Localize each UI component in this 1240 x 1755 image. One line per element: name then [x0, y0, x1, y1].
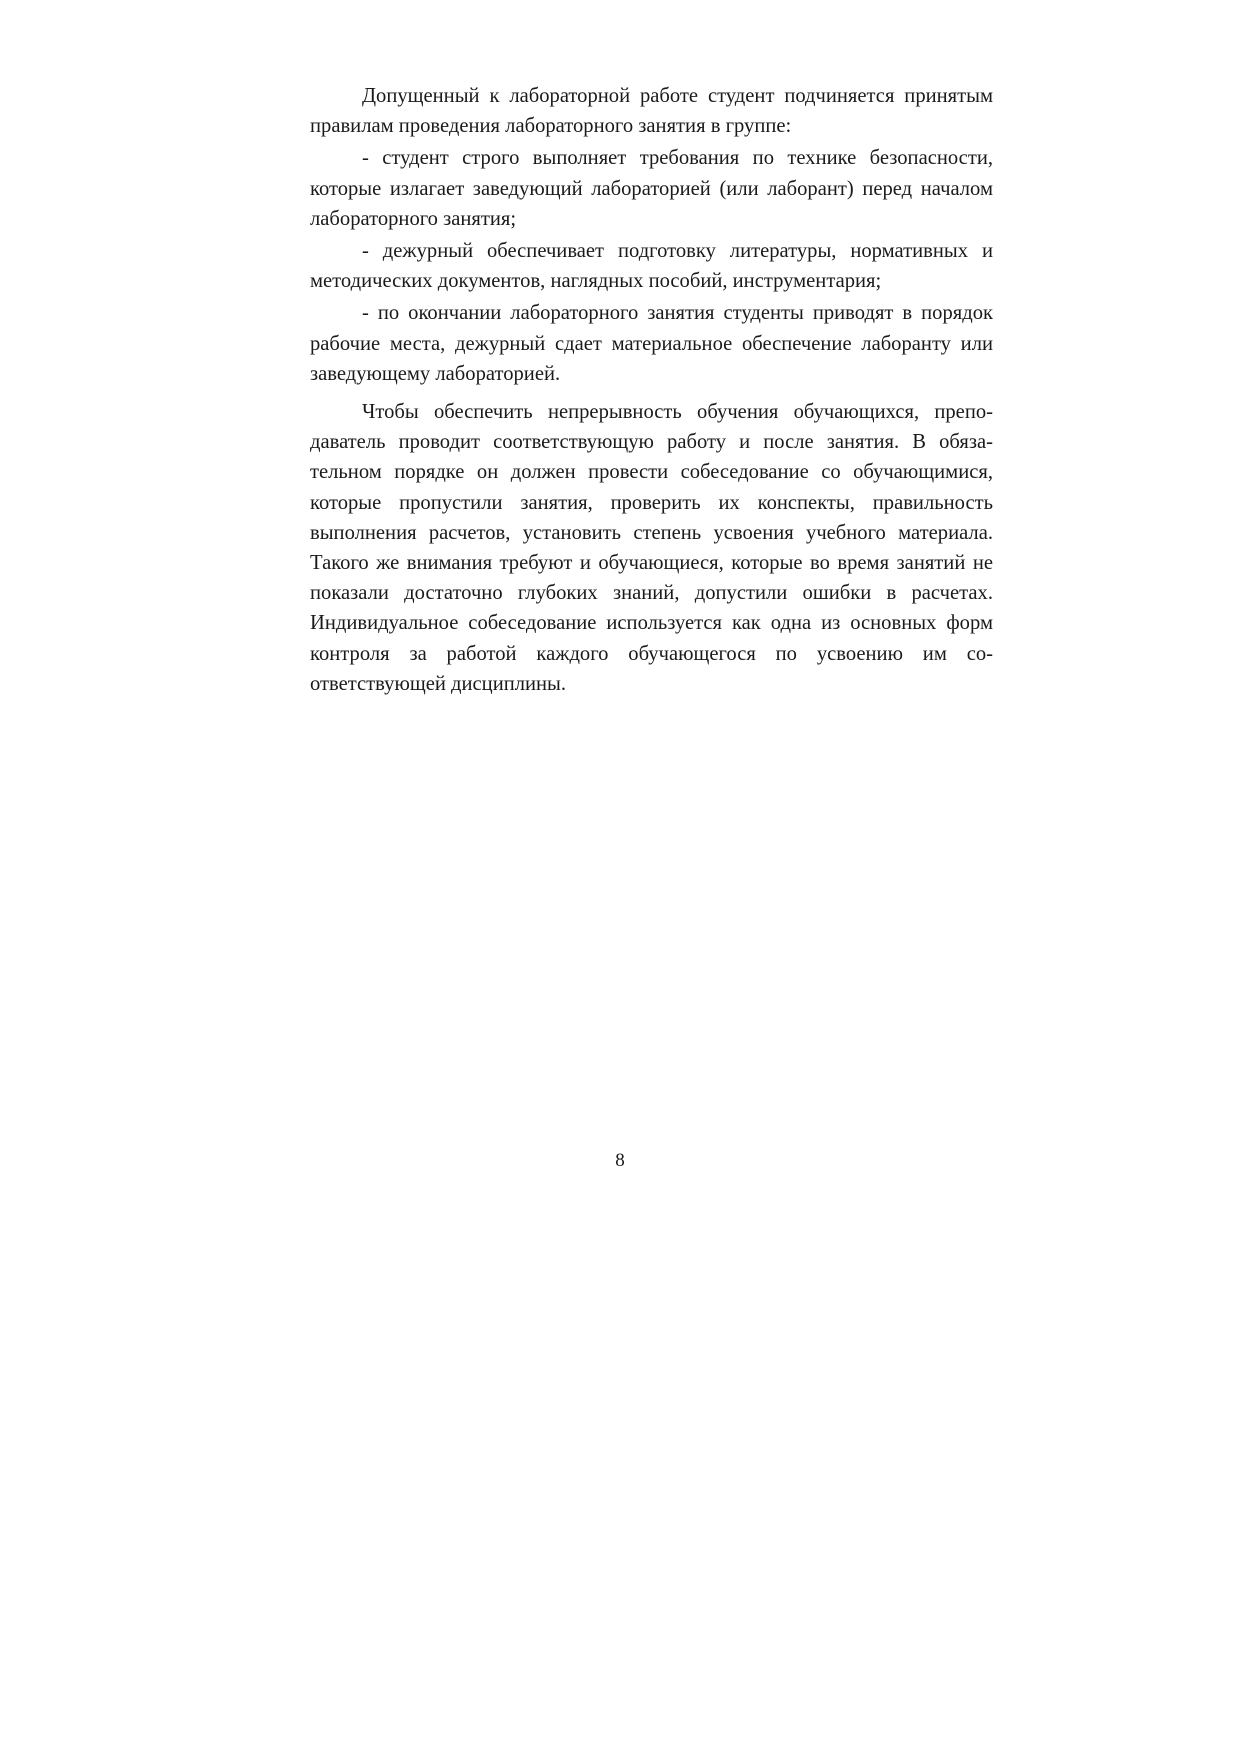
paragraph-safety-requirements: - студент строго выполняет требования по технике безопасности, которые излагает заведующий лабораторией (или лаборант) перед началом лабораторного занятия; [310, 147, 993, 230]
paragraph-continuity-of-learning: Чтобы обеспечить непрерывность обучения обучающихся, преподаватель проводит соответствующую работу и после занятия. В обязательном порядке он должен провести собеседование со обучающимися, которые пропустили занятия, проверить их конспекты, правильность выполнения расчетов, установить степень усвоения учебного материала. Такого же внимания требуют и обучающиеся, которые во время занятий не показали достаточно глубоких знаний, допустили ошибки в расчетах. Индивидуальное собеседование используется как одна из основных форм контроля за работой каждого обучающегося по усвоению им соответствующей дисциплины. [310, 401, 993, 695]
body-text [310, 81, 993, 699]
page-number: 8 [615, 1150, 625, 1171]
paragraph-duty-preparation: - дежурный обеспечивает подготовку литературы, нормативных и методических документов, наглядных пособий, инструментария; [310, 240, 993, 293]
paragraph-workplace-cleanup: - по окончании лабораторного занятия студенты приводят в порядок рабочие места, дежурный сдает материальное обеспечение лаборанту или заведующему лабораторией. [310, 302, 993, 385]
paragraph-admission-rules: Допущенный к лабораторной работе студент подчиняется принятым правилам проведения лабораторного занятия в группе: [310, 85, 993, 138]
